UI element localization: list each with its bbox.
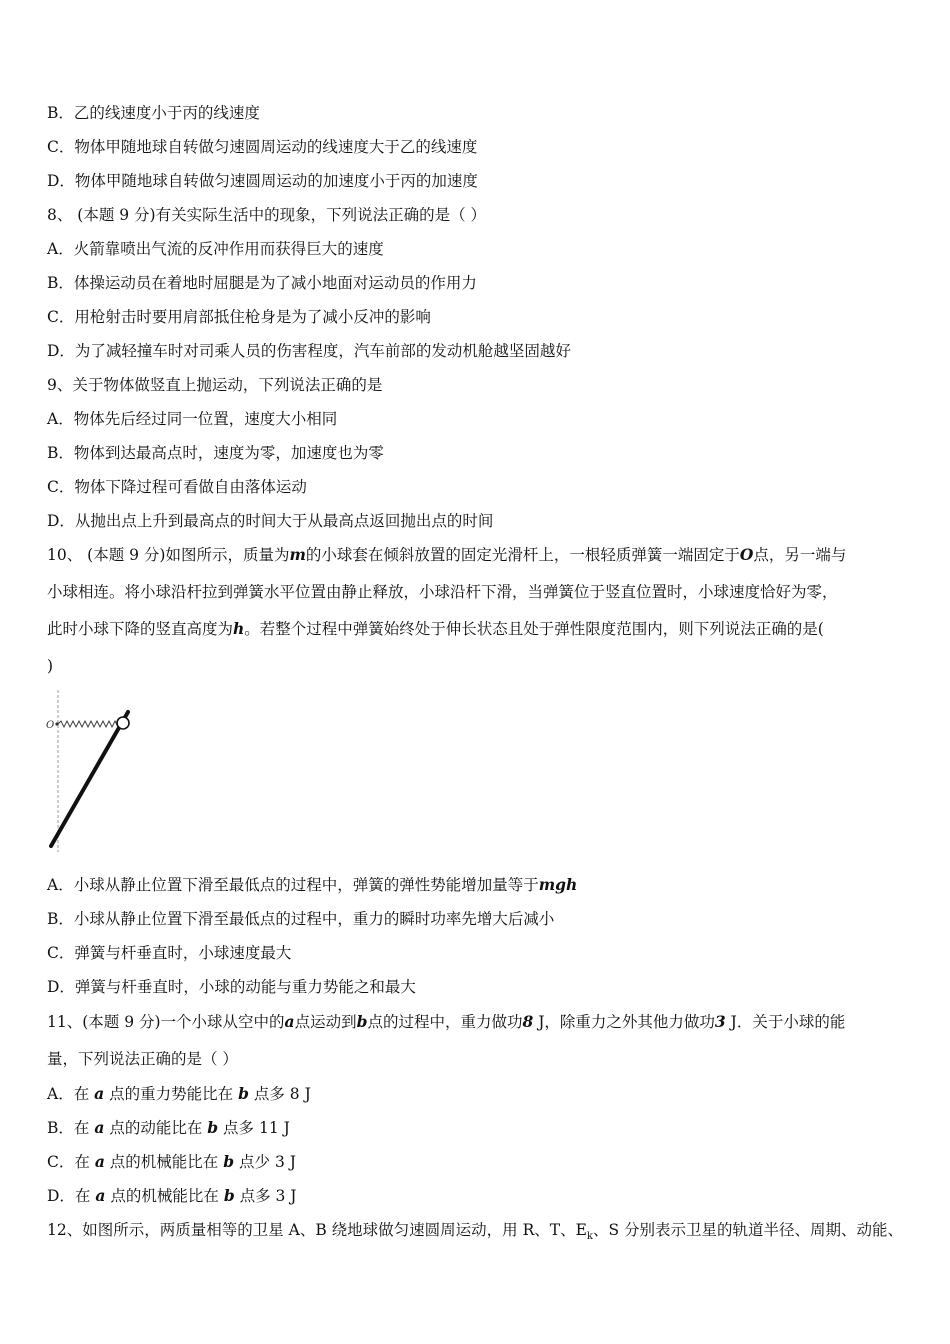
q7-option-d: D．物体甲随地球自转做匀速圆周运动的加速度小于丙的加速度 bbox=[47, 172, 478, 190]
q8-option-b: B．体操运动员在着地时屈腿是为了减小地面对运动员的作用力 bbox=[47, 274, 477, 292]
q9-option-d: D．从抛出点上升到最高点的时间大于从最高点返回抛出点的时间 bbox=[47, 512, 494, 530]
q11-stem-line-1: 11、(本题 9 分)一个小球从空中的a点运动到b点的过程中，重力做功8 J，除重力之外其他力做功3 J．关于小球的能 bbox=[47, 1012, 846, 1031]
q11-stem-line-2: 量，下列说法正确的是（ ） bbox=[47, 1050, 238, 1068]
ball bbox=[117, 717, 129, 729]
q8-option-c: C．用枪射击时要用肩部抵住枪身是为了减小反冲的影响 bbox=[47, 308, 431, 326]
q10-option-a: A．小球从静止位置下滑至最低点的过程中，弹簧的弹性势能增加量等于mgh bbox=[47, 875, 578, 894]
q9-stem: 9、关于物体做竖直上抛运动，下列说法正确的是 bbox=[47, 376, 383, 394]
q10-stem-line-1: 10、 (本题 9 分)如图所示，质量为m的小球套在倾斜放置的固定光滑杆上，一根轻质弹簧一端固定于O点，另一端与 bbox=[47, 545, 847, 564]
q8-option-a: A．火箭靠喷出气流的反冲作用而获得巨大的速度 bbox=[47, 240, 384, 258]
q8-option-d: D．为了减轻撞车时对司乘人员的伤害程度，汽车前部的发动机舱越坚固越好 bbox=[47, 342, 571, 360]
spring-rod-figure bbox=[40, 690, 140, 859]
q9-option-c: C．物体下降过程可看做自由落体运动 bbox=[47, 478, 307, 496]
q11-option-c: C．在 a 点的机械能比在 b 点少 3 J bbox=[47, 1152, 296, 1171]
q10-option-b: B．小球从静止位置下滑至最低点的过程中，重力的瞬时功率先增大后减小 bbox=[47, 910, 555, 928]
inclined-rod bbox=[51, 712, 128, 846]
q12-stem-line-1: 12、如图所示，两质量相等的卫星 A、B 绕地球做匀速圆周运动，用 R、T、$E_k$、S 分别表示卫星的轨道半径、周期、动能、 bbox=[47, 1221, 904, 1243]
q11-option-d: D．在 a 点的机械能比在 b 点多 3 J bbox=[47, 1186, 297, 1205]
q10-stem-line-4: ) bbox=[47, 657, 54, 675]
q7-option-c: C．物体甲随地球自转做匀速圆周运动的线速度大于乙的线速度 bbox=[47, 138, 478, 156]
q9-option-a: A．物体先后经过同一位置，速度大小相同 bbox=[47, 410, 338, 428]
q11-option-a: A．在 a 点的重力势能比在 b 点多 8 J bbox=[47, 1084, 311, 1103]
q10-stem-line-3: 此时小球下降的竖直高度为h。若整个过程中弹簧始终处于伸长状态且处于弹性限度范围内，则下列说法正确的是( bbox=[47, 619, 824, 638]
q9-option-b: B．物体到达最高点时，速度为零，加速度也为零 bbox=[47, 444, 384, 462]
point-o-label: O bbox=[46, 720, 55, 731]
q10-stem-line-2: 小球相连。将小球沿杆拉到弹簧水平位置由静止释放，小球沿杆下滑，当弹簧位于竖直位置时，小球速度恰好为零， bbox=[47, 583, 838, 601]
q10-option-c: C．弹簧与杆垂直时，小球速度最大 bbox=[47, 944, 292, 962]
spring bbox=[58, 721, 122, 727]
q7-option-b: B．乙的线速度小于丙的线速度 bbox=[47, 104, 260, 122]
q11-option-b: B．在 a 点的动能比在 b 点多 11 J bbox=[47, 1118, 290, 1137]
q8-stem: 8、 (本题 9 分)有关实际生活中的现象，下列说法正确的是（ ） bbox=[47, 206, 487, 224]
q10-option-d: D．弹簧与杆垂直时，小球的动能与重力势能之和最大 bbox=[47, 978, 416, 996]
